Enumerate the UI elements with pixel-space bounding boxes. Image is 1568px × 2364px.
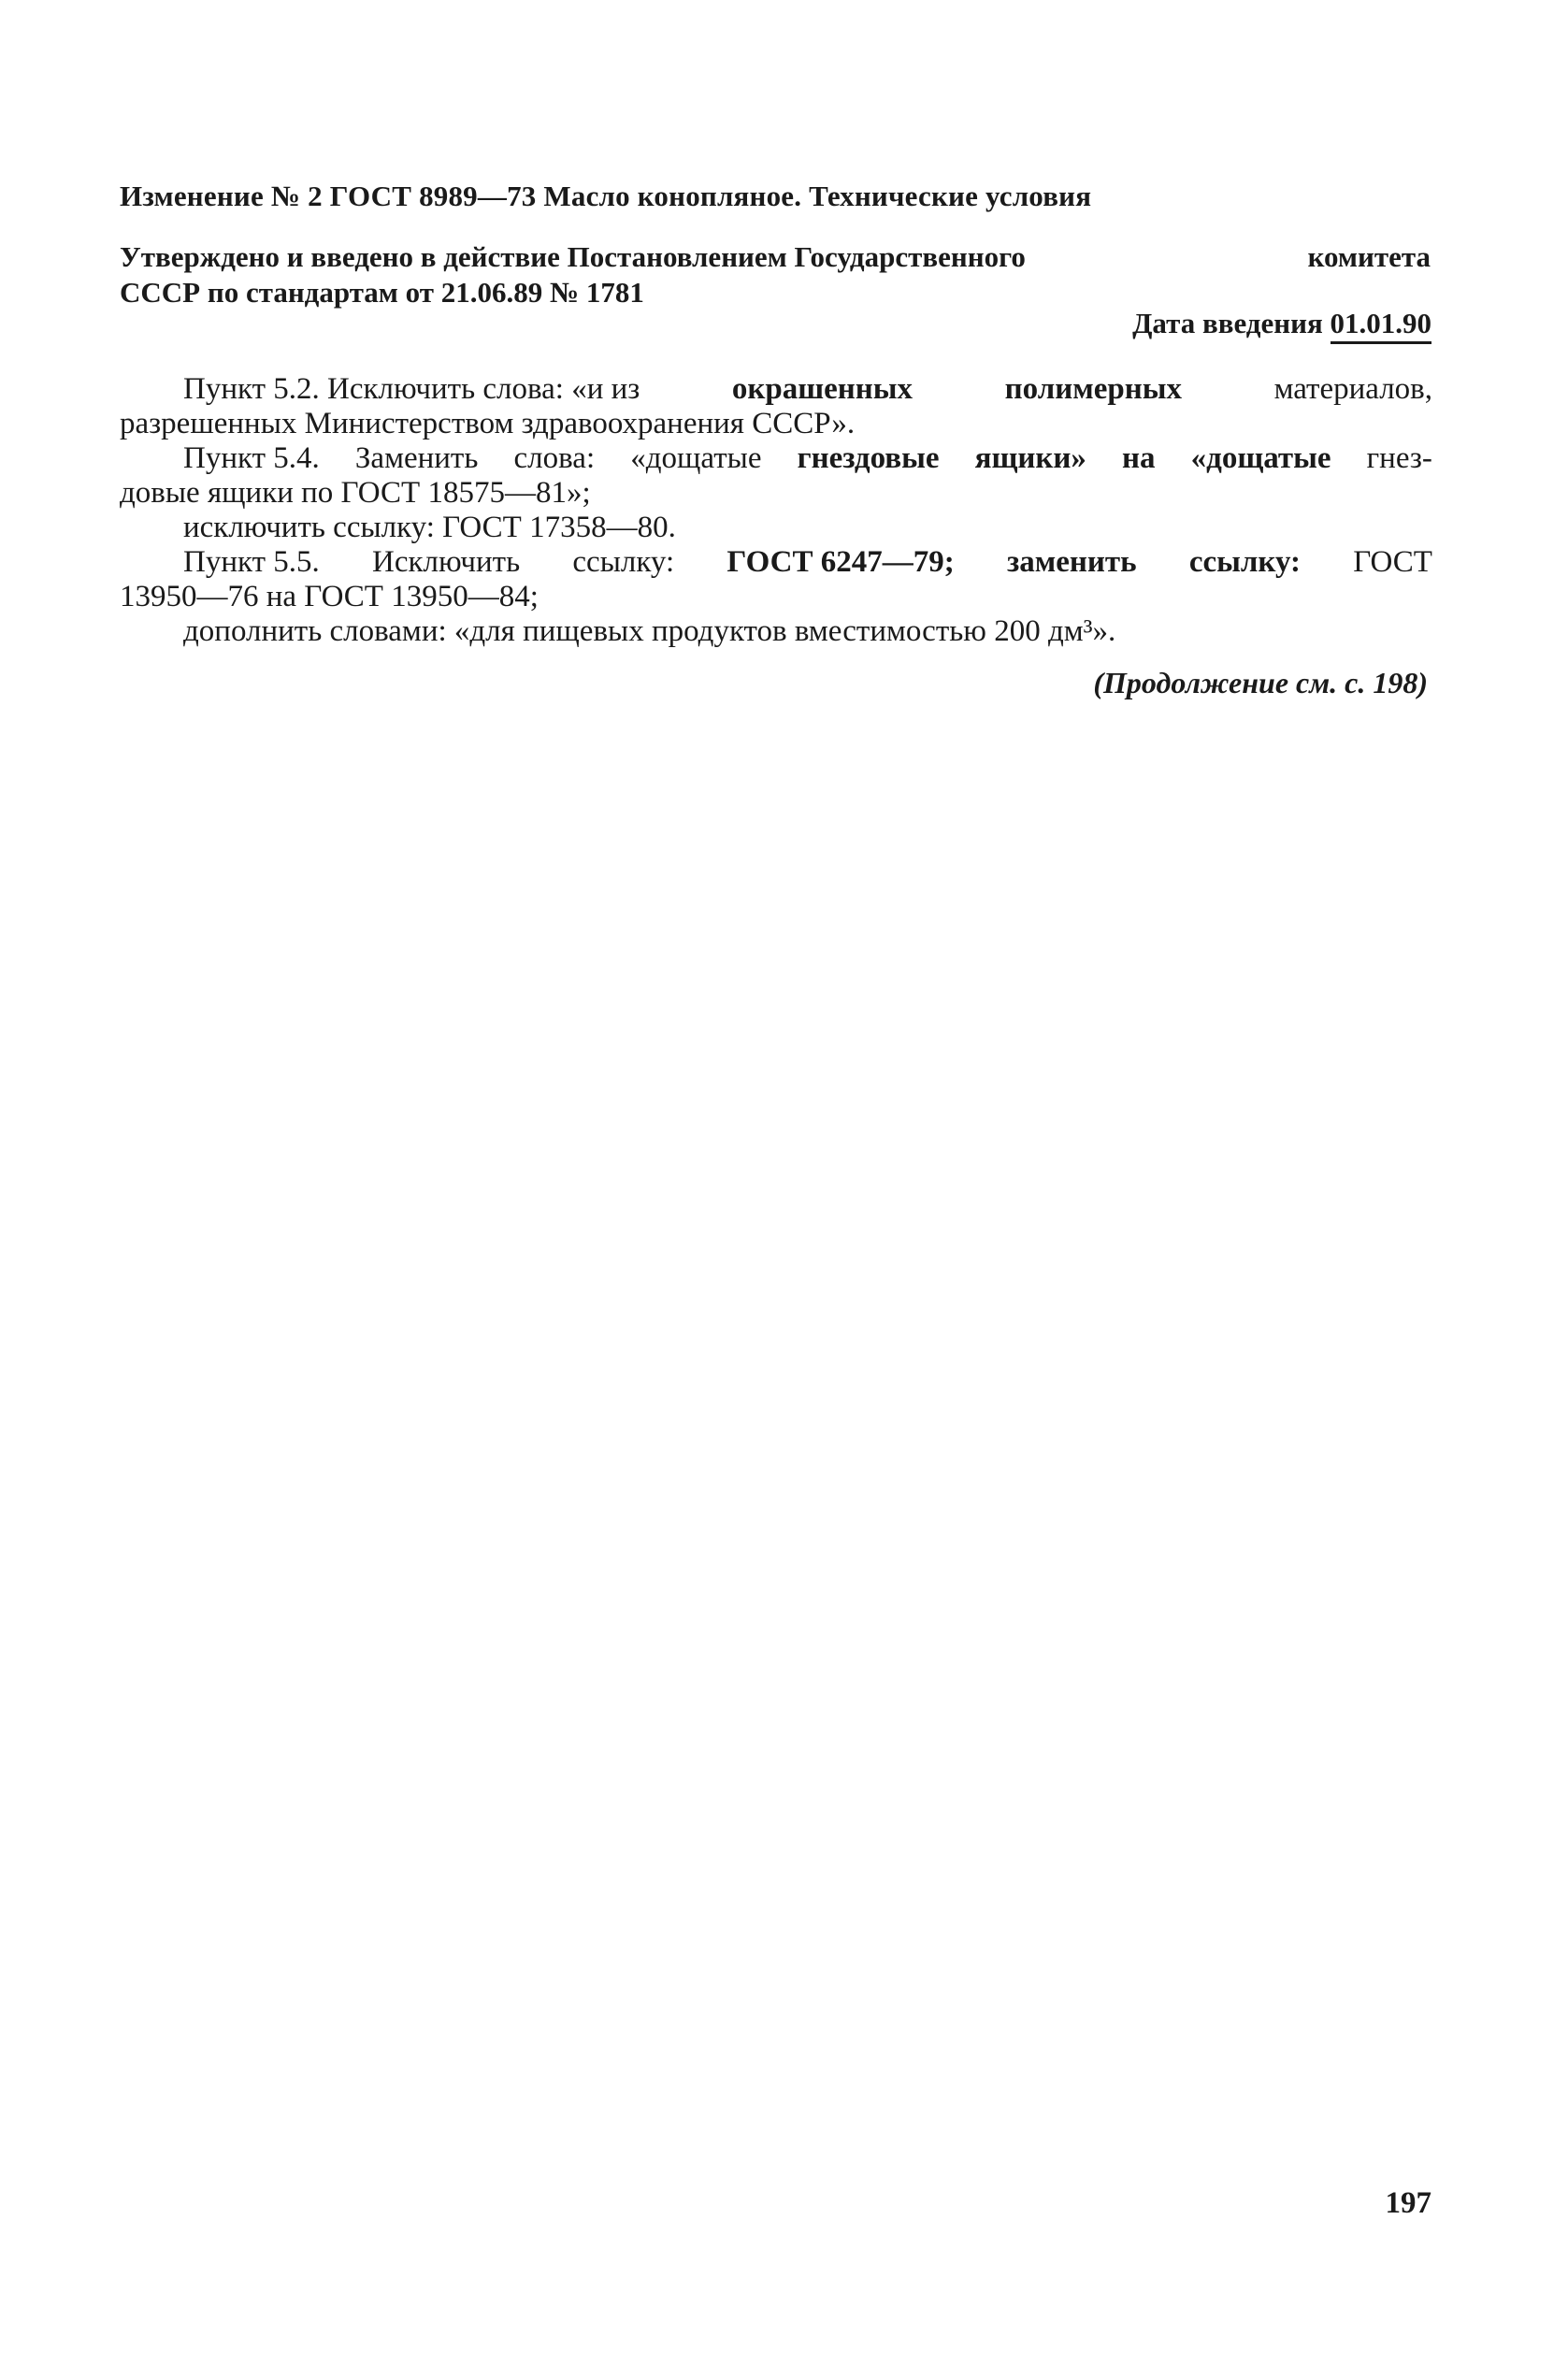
text-span: полимерных — [1004, 372, 1182, 406]
paragraph-5-4-line-2: довые ящики по ГОСТ 18575—81»; — [120, 476, 591, 510]
text-span: ссылку: — [572, 545, 675, 579]
text-span: окрашенных — [731, 372, 913, 406]
text-span: слова: — [513, 441, 596, 475]
text-span: ГОСТ 6247—79; — [726, 545, 955, 579]
paragraph-5-4-line-3: исключить ссылку: ГОСТ 17358—80. — [183, 511, 676, 544]
text-span: материалов, — [1273, 372, 1432, 406]
effective-date-value: 01.01.90 — [1331, 307, 1432, 344]
paragraph-5-5-line-3: дополнить словами: «для пищевых продуктов вместимостью 200 дм³». — [183, 614, 1116, 648]
page-number: 197 — [1385, 2186, 1431, 2220]
text-span: ГОСТ — [1353, 545, 1432, 579]
text-span: Исключить — [372, 545, 521, 579]
paragraph-5-5-line-1 — [120, 545, 1432, 580]
effective-date — [1132, 307, 1431, 340]
continuation-note: (Продолжение см. с. 198) — [1093, 666, 1428, 699]
approval-line-1-left: Утверждено и введено в действие Постановлением Государственного — [120, 240, 1026, 273]
document-title: Изменение № 2 ГОСТ 8989—73 Масло конопляное. Технические условия — [120, 180, 1092, 212]
approval-line-2: СССР по стандартам от 21.06.89 № 1781 — [120, 276, 644, 309]
approval-line-1-right: комитета — [1307, 240, 1431, 273]
text-span: ящики» — [974, 441, 1086, 475]
paragraph-5-5-line-2: 13950—76 на ГОСТ 13950—84; — [120, 580, 539, 613]
text-span: гнездовые — [797, 441, 940, 475]
text-span: заменить — [1007, 545, 1137, 579]
text-span: Пункт 5.5. — [183, 545, 320, 579]
amendment-body — [120, 372, 1432, 649]
text-span: гнез- — [1366, 441, 1432, 475]
text-span: Пункт 5.2. Исключить слова: «и из — [183, 372, 640, 406]
text-span: «дощатые — [1190, 441, 1331, 475]
text-span: на — [1122, 441, 1156, 475]
text-span: Пункт 5.4. — [183, 441, 320, 475]
approval-note — [120, 239, 1431, 310]
paragraph-5-2-line-1 — [120, 372, 1432, 407]
effective-date-label: Дата введения — [1132, 307, 1323, 339]
paragraph-5-2-line-2: разрешенных Министерством здравоохранения СССР». — [120, 407, 856, 440]
text-span: ссылку: — [1188, 545, 1302, 579]
approval-line-1 — [120, 239, 1431, 275]
text-span: Заменить — [354, 441, 479, 475]
text-span: «дощатые — [630, 441, 762, 475]
paragraph-5-4-line-1 — [120, 441, 1432, 476]
